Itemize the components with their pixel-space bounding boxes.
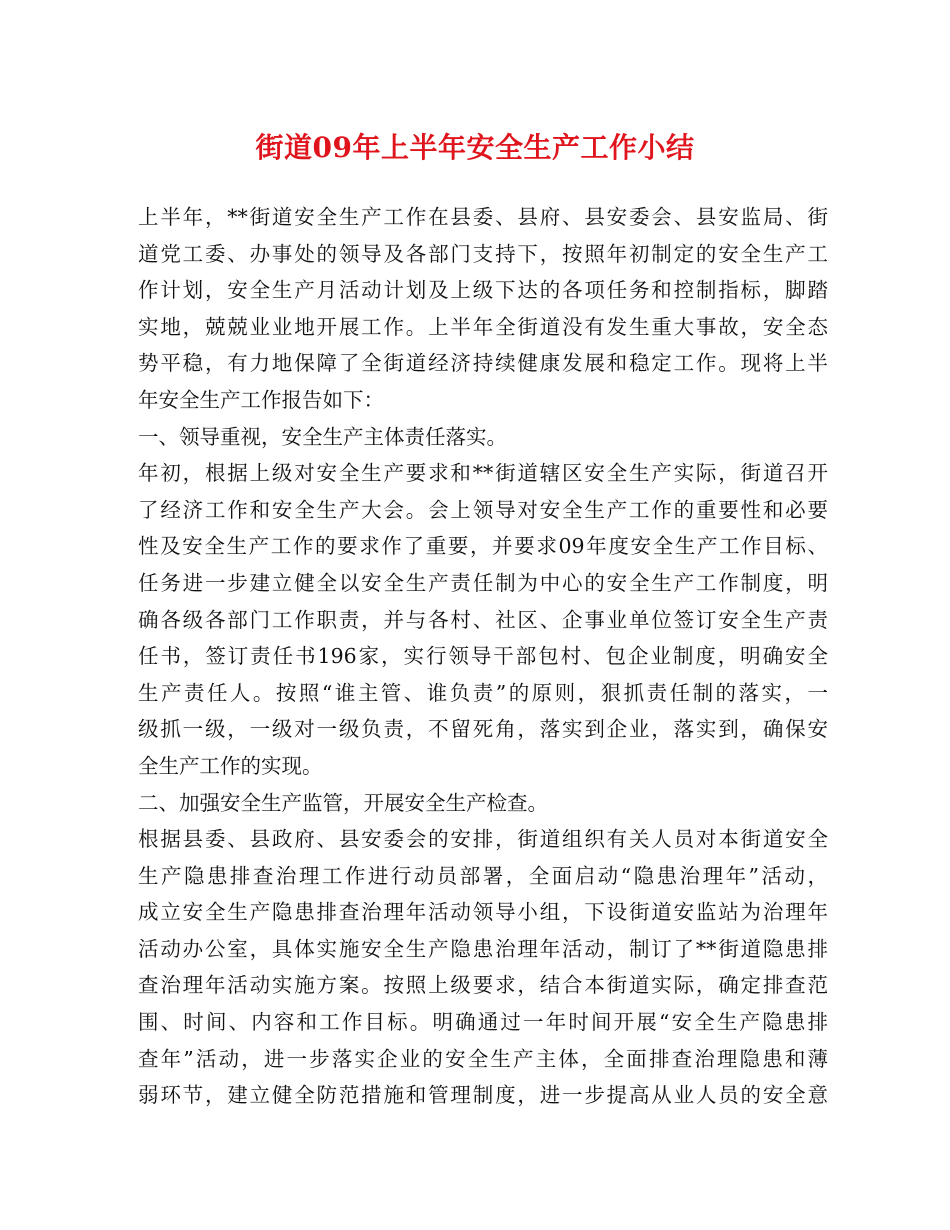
- body-line: 性及安全生产工作的要求作了重要，并要求09年度安全生产工作目标、: [138, 534, 828, 559]
- body-line: 生产隐患排查治理工作进行动员部署，全面启动“隐患治理年”活动，: [138, 863, 828, 888]
- body-line: 弱环节，建立健全防范措施和管理制度，进一步提高从业人员的安全意: [138, 1083, 828, 1108]
- body-line: 级抓一级，一级对一级负责，不留死角，落实到企业，落实到，确保安: [138, 717, 828, 742]
- body-line: 年安全生产工作报告如下：: [138, 387, 384, 412]
- body-line: 道党工委、办事处的领导及各部门支持下，按照年初制定的安全生产工: [138, 241, 828, 266]
- body-line: 查年”活动，进一步落实企业的安全生产主体，全面排查治理隐患和薄: [138, 1046, 828, 1071]
- body-line: 实地，兢兢业业地开展工作。上半年全街道没有发生重大事故，安全态: [138, 314, 828, 339]
- body-line: 生产责任人。按照“谁主管、谁负责”的原则，狠抓责任制的落实，一: [138, 680, 828, 705]
- body-line: 全生产工作的实现。: [138, 753, 323, 778]
- body-line: 了经济工作和安全生产大会。会上领导对安全生产工作的重要性和必要: [138, 497, 828, 522]
- body-line: 活动办公室，具体实施安全生产隐患治理年活动，制订了**街道隐患排: [138, 936, 828, 961]
- body-line: 上半年，**街道安全生产工作在县委、县府、县安委会、县安监局、街: [138, 205, 828, 229]
- body-line: 围、时间、内容和工作目标。明确通过一年时间开展“安全生产隐患排: [138, 1010, 828, 1035]
- document-title: 街道09年上半年安全生产工作小结: [255, 131, 695, 164]
- body-line: 年初，根据上级对安全生产要求和**街道辖区安全生产实际，街道召开: [138, 461, 828, 486]
- body-line: 根据县委、县政府、县安委会的安排，街道组织有关人员对本街道安全: [138, 827, 828, 852]
- body-line: 查治理年活动实施方案。按照上级要求，结合本街道实际，确定排查范: [138, 973, 828, 998]
- body-line: 确各级各部门工作职责，并与各村、社区、企事业单位签订安全生产责: [138, 607, 828, 632]
- body-line: 作计划，安全生产月活动计划及上级下达的各项任务和控制指标，脚踏: [138, 278, 828, 303]
- document-body: [138, 199, 828, 1114]
- body-line: 势平稳，有力地保障了全街道经济持续健康发展和稳定工作。现将上半: [138, 351, 828, 376]
- body-line: 二、加强安全生产监管，开展安全生产检查。: [138, 790, 548, 815]
- body-line: 成立安全生产隐患排查治理年活动领导小组，下设街道安监站为治理年: [138, 900, 828, 925]
- body-line: 任书，签订责任书196家，实行领导干部包村、包企业制度，明确安全: [138, 644, 828, 669]
- body-line: 任务进一步建立健全以安全生产责任制为中心的安全生产工作制度，明: [138, 570, 828, 595]
- body-line: 一、领导重视，安全生产主体责任落实。: [138, 424, 507, 449]
